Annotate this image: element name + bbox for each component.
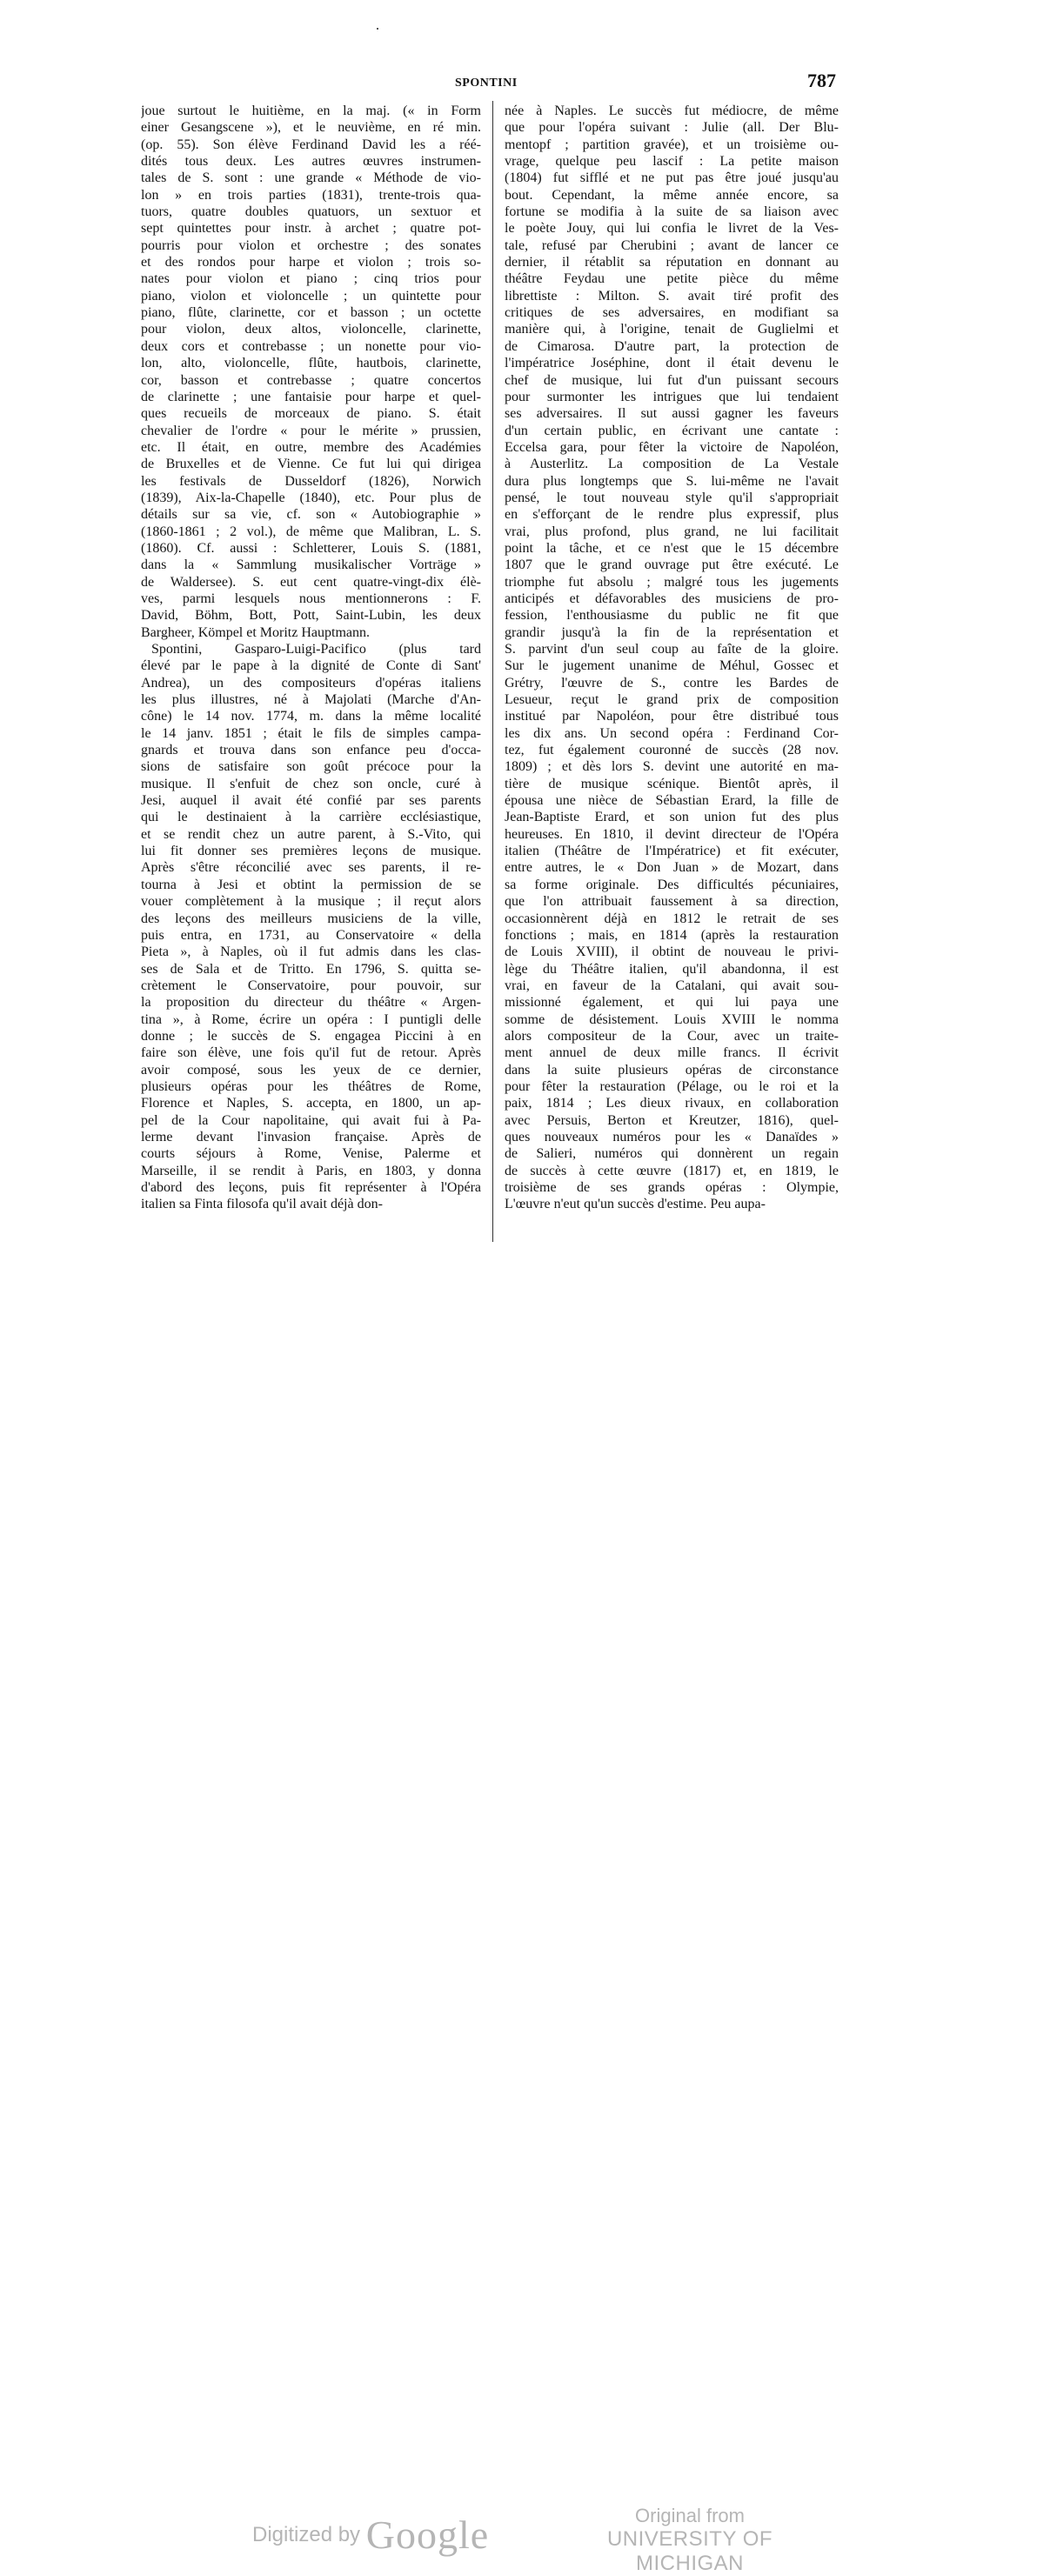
text-line: tière de musique scénique. Bientôt après, il: [505, 776, 839, 791]
text-line: chef de musique, lui fut d'un puissant secours: [505, 372, 839, 388]
text-line: ques recueils de morceaux de piano. S. était: [141, 406, 481, 422]
text-line: les festivals de Dusseldorf (1826), Norwich: [141, 473, 481, 489]
text-line: pensé, le tout nouveau style qu'il s'appropriait: [505, 490, 839, 505]
text-line: pourris pour violon et orchestre ; des sonates: [141, 237, 481, 253]
text-line: S. parvint d'un seul coup au faîte de la gloire.: [505, 642, 839, 657]
text-line: Andrea), un des compositeurs d'opéras italiens: [141, 675, 481, 691]
text-line: et se rendit chez un autre parent, à S.-Vito, qui: [141, 826, 481, 842]
text-line: l'impératrice Joséphine, dont il était devenu le: [505, 356, 839, 371]
text-line: einer Gesangscene »), et le neuvième, en ré min.: [141, 120, 481, 136]
text-line: des leçons des meilleurs musiciens de la ville,: [141, 911, 481, 926]
text-line: née à Naples. Le succès fut médiocre, de même: [505, 103, 839, 118]
text-line: d'abord des leçons, puis fit représenter à l'Opéra: [141, 1180, 481, 1195]
text-line: sions de satisfaire son goût précoce pour la: [141, 759, 481, 775]
text-line: troisième de ses grands opéras : Olympie,: [505, 1180, 839, 1195]
scan-speck: [377, 28, 378, 30]
text-line: tuors, quatre doubles quatuors, un sextuor et: [141, 204, 481, 220]
text-line: Jesi, auquel il avait été confié par ses parents: [141, 793, 481, 809]
digitized-by-watermark: [252, 2512, 489, 2558]
left-column: [141, 103, 481, 1213]
text-line: lège du Théâtre italien, qu'il abandonna, il est: [505, 961, 839, 977]
text-line: chevalier de l'ordre « pour le mérite » prussien,: [141, 423, 481, 438]
text-line: somme de désistement. Louis XVIII le nomma: [505, 1011, 839, 1027]
text-line: heureuses. En 1810, il devint directeur de l'Opéra: [505, 826, 839, 842]
text-line: paix, 1814 ; Les dieux rivaux, en collaboration: [505, 1096, 839, 1111]
column-divider: [492, 101, 493, 1242]
text-line: cor, basson et contrebasse ; quatre concertos: [141, 372, 481, 388]
text-line: institué par Napoléon, pour être distribué tous: [505, 709, 839, 724]
text-line: mentopf ; partition gravée), et un troisième ou-: [505, 137, 839, 152]
text-line: Eccelsa gara, pour fêter la victoire de Napoléon,: [505, 439, 839, 455]
text-line: tales de S. sont : une grande « Méthode de vio-: [141, 170, 481, 186]
text-line: vrage, quelque peu lascif : La petite maison: [505, 154, 839, 170]
scan-footer: [0, 1252, 1050, 2575]
text-line: lon, alto, violoncelle, flûte, hautbois, clarinette,: [141, 356, 481, 371]
text-line: pour violon, deux altos, violoncelle, clarinette,: [141, 322, 481, 337]
text-line: pour surmonter les intrigues que lui tendaient: [505, 389, 839, 404]
text-line: pel de la Cour napolitaine, qui avait fui à Pa-: [141, 1112, 481, 1128]
original-from-label: Original from: [635, 2505, 745, 2526]
text-line: le 14 janv. 1851 ; était le fils de simples campa-: [141, 725, 481, 741]
text-line: manière qui, à l'origine, tenait de Guglielmi et: [505, 322, 839, 337]
text-line: de Waldersee). S. eut cent quatre-vingt-dix élè-: [141, 574, 481, 590]
text-line: Jean-Baptiste Erard, et son union fut des plus: [505, 810, 839, 825]
running-head: SPONTINI: [455, 77, 518, 90]
text-line: lerme devant l'invasion française. Après de: [141, 1129, 481, 1145]
text-line: Florence et Naples, S. accepta, en 1800, un ap-: [141, 1096, 481, 1111]
text-line: de Salieri, numéros qui donnèrent un regain: [505, 1146, 839, 1162]
text-line: d'un certain public, en écrivant une cantate :: [505, 423, 839, 438]
text-line: de clarinette ; une fantaisie pour harpe et quel-: [141, 389, 481, 404]
text-line: nates pour violon et piano ; cinq trios pour: [141, 271, 481, 287]
text-line: et des rondos pour harpe et violon ; trois so-: [141, 255, 481, 270]
text-line: avoir composé, sous les yeux de ce dernier,: [141, 1062, 481, 1078]
text-line: vrai, en faveur de la Catalani, qui avait sou-: [505, 978, 839, 993]
text-line: Grétry, l'œuvre de S., contre les Bardes de: [505, 675, 839, 691]
text-line: etc. Il était, en outre, membre des Académies: [141, 439, 481, 455]
text-line: fonctions ; mais, en 1814 (après la restauration: [505, 927, 839, 943]
text-line: plusieurs opéras pour les théâtres de Rome,: [141, 1078, 481, 1094]
text-line: dernier, il rétablit sa réputation en donnant au: [505, 255, 839, 270]
text-line: ves, parmi lesquels nous mentionnerons : F.: [141, 591, 481, 606]
text-line: cône) le 14 nov. 1774, m. dans la même localité: [141, 709, 481, 724]
text-line: puis entra, en 1731, au Conservatoire « della: [141, 927, 481, 943]
text-line: Pieta », à Naples, où il fut admis dans les clas-: [141, 944, 481, 960]
text-line: qui le destinaient à la carrière ecclésiastique,: [141, 810, 481, 825]
text-line: que pour l'opéra suivant : Julie (all. Der Blu-: [505, 120, 839, 136]
text-line: librettiste : Milton. S. avait tiré profit des: [505, 288, 839, 304]
text-line: italien sa Finta filosofa qu'il avait déjà don-: [141, 1197, 383, 1212]
text-line: les dix ans. Un second opéra : Ferdinand Cor-: [505, 725, 839, 741]
text-line: gnards et trouva dans son enfance peu d'occa-: [141, 743, 481, 758]
text-line: piano, flûte, clarinette, cor et basson ; un octette: [141, 305, 481, 321]
text-line: Bargheer, Kömpel et Moritz Hauptmann.: [141, 624, 370, 640]
text-line: 1807 que le grand ouvrage put être exécuté. Le: [505, 557, 839, 573]
text-line: pour fêter la restauration (Pélage, ou le roi et la: [505, 1078, 839, 1094]
text-line: sept quintettes pour instr. à archet ; quatre pot-: [141, 221, 481, 237]
text-line: point la tâche, et ce n'est que le 15 décembre: [505, 540, 839, 556]
google-logo: Google: [365, 2513, 490, 2557]
text-line: triomphe fut absolu ; malgré tous les jugements: [505, 574, 839, 590]
text-line: avec Persuis, Berton et Kreutzer, 1816), quel-: [505, 1112, 839, 1128]
text-line: ses adversaires. Il sut aussi gagner les faveurs: [505, 406, 839, 422]
text-line: de Cimarosa. D'autre part, la protection de: [505, 338, 839, 354]
text-line: épousa une nièce de Sébastian Erard, la fille de: [505, 793, 839, 809]
text-line: lui fit donner ses premières leçons de musique.: [141, 844, 481, 859]
text-line: que l'on attribuait faussement à sa direction,: [505, 894, 839, 910]
text-line: dura plus longtemps que S. lui-même ne l'avait: [505, 473, 839, 489]
text-line: en s'efforçant de le rendre plus expressif, plus: [505, 507, 839, 523]
text-line: (1839), Aix-la-Chapelle (1840), etc. Pour plus de: [141, 490, 481, 505]
text-line: dités tous deux. Les autres œuvres instrumen-: [141, 154, 481, 170]
text-line: de Bruxelles et de Vienne. Ce fut lui qui dirigea: [141, 457, 481, 472]
text-line: Marseille, il se rendit à Paris, en 1803, y donna: [141, 1163, 481, 1178]
text-line: David, Böhm, Bott, Pott, Saint-Lubin, les deux: [141, 608, 481, 624]
university-label: UNIVERSITY OF MICHIGAN: [606, 2527, 773, 2575]
text-line: tez, fut également couronné de succès (28 nov.: [505, 743, 839, 758]
text-line: tourna à Jesi et obtint la permission de se: [141, 877, 481, 892]
text-line: (op. 55). Son élève Ferdinand David les a réé-: [141, 137, 481, 152]
text-line: missionné également, et qui lui paya une: [505, 995, 839, 1011]
text-line: Spontini, Gasparo-Luigi-Pacifico (plus tard: [151, 642, 481, 657]
text-line: occasionnèrent déjà en 1812 le retrait de ses: [505, 911, 839, 926]
text-line: entre autres, le « Don Juan » de Mozart, dans: [505, 860, 839, 876]
text-line: dans la « Sammlung musikalischer Vorträge »: [141, 557, 481, 573]
text-line: critiques de ses adversaires, en modifiant sa: [505, 305, 839, 321]
text-line: (1804) fut sifflé et ne put pas être joué jusqu'au: [505, 170, 839, 186]
text-line: Lesueur, reçut le grand prix de composition: [505, 692, 839, 708]
text-line: tina », à Rome, écrire un opéra : I puntigli delle: [141, 1011, 481, 1027]
text-line: deux cors et contrebasse ; un nonette pour vio-: [141, 338, 481, 354]
text-line: de Louis XVIII), il obtint de nouveau le privi-: [505, 944, 839, 960]
text-line: courts séjours à Rome, Venise, Palerme et: [141, 1146, 481, 1162]
text-line: (1860). Cf. aussi : Schletterer, Louis S. (1881,: [141, 540, 481, 556]
right-column: [505, 103, 839, 1213]
text-line: vrai, plus profond, plus grand, ne lui facilitait: [505, 524, 839, 539]
text-line: italien (Théâtre de l'Impératrice) et fit exécuter,: [505, 844, 839, 859]
digitized-prefix: Digitized by: [252, 2523, 361, 2546]
text-line: élevé par le pape à la dignité de Conte di Sant': [141, 658, 481, 674]
text-line: vouer complètement à la musique ; il reçut alors: [141, 894, 481, 910]
text-line: détails sur sa vie, cf. son « Autobiographie »: [141, 507, 481, 523]
text-line: (1860-1861 ; 2 vol.), de même que Malibran, L. S.: [141, 524, 481, 539]
text-line: alors compositeur de la Cour, avec un traite-: [505, 1028, 839, 1044]
text-line: Sur le jugement unanime de Méhul, Gossec et: [505, 658, 839, 674]
text-line: musique. Il s'enfuit de chez son oncle, curé à: [141, 776, 481, 791]
text-line: fortune se modifia à la suite de sa liaison avec: [505, 204, 839, 220]
text-line: piano, violon et violoncelle ; un quintette pour: [141, 288, 481, 304]
text-line: lon » en trois parties (1831), trente-trois qua-: [141, 187, 481, 203]
text-line: anticipés et défavorables des musiciens de pro-: [505, 591, 839, 606]
text-line: faire son élève, une fois qu'il fut de retour. Après: [141, 1045, 481, 1061]
text-line: Après s'être réconcilié avec ses parents, il re-: [141, 860, 481, 876]
text-line: L'œuvre n'eut qu'un succès d'estime. Peu aupa-: [505, 1197, 766, 1212]
text-line: de succès à cette œuvre (1817) et, en 1819, le: [505, 1163, 839, 1178]
text-line: le poète Jouy, qui lui confia le livret de la Ves-: [505, 221, 839, 237]
text-line: grandir jusqu'à la fin de la représentation et: [505, 624, 839, 640]
text-line: 1809) ; et dès lors S. devint une autorité en ma-: [505, 759, 839, 775]
text-line: crètement le Conservatoire, pour pouvoir, sur: [141, 978, 481, 993]
text-line: dans la suite plusieurs opéras de circonstance: [505, 1062, 839, 1078]
text-line: la proposition du directeur du théâtre « Argen-: [141, 995, 481, 1011]
text-line: tale, refusé par Cherubini ; avant de lancer ce: [505, 237, 839, 253]
text-line: bout. Cependant, la même année encore, sa: [505, 187, 839, 203]
text-line: ment annuel de deux mille francs. Il écrivit: [505, 1045, 839, 1061]
text-line: théâtre Feydau une petite pièce du même: [505, 271, 839, 287]
text-line: sa forme originale. Des difficultés pécuniaires,: [505, 877, 839, 892]
page-number: 787: [807, 70, 836, 91]
text-line: fession, l'enthousiasme du public ne fit que: [505, 608, 839, 624]
text-line: les plus illustres, né à Majolati (Marche d'An-: [141, 692, 481, 708]
text-line: donne ; le succès de S. engagea Piccini à en: [141, 1028, 481, 1044]
text-line: ques nouveaux numéros pour les « Danaïdes »: [505, 1129, 839, 1145]
text-line: à Austerlitz. La composition de La Vestale: [505, 457, 839, 472]
text-line: joue surtout le huitième, en la maj. (« in Form: [141, 103, 481, 118]
text-line: ses de Sala et de Tritto. En 1796, S. quitta se-: [141, 961, 481, 977]
original-from-watermark: [581, 2505, 799, 2576]
